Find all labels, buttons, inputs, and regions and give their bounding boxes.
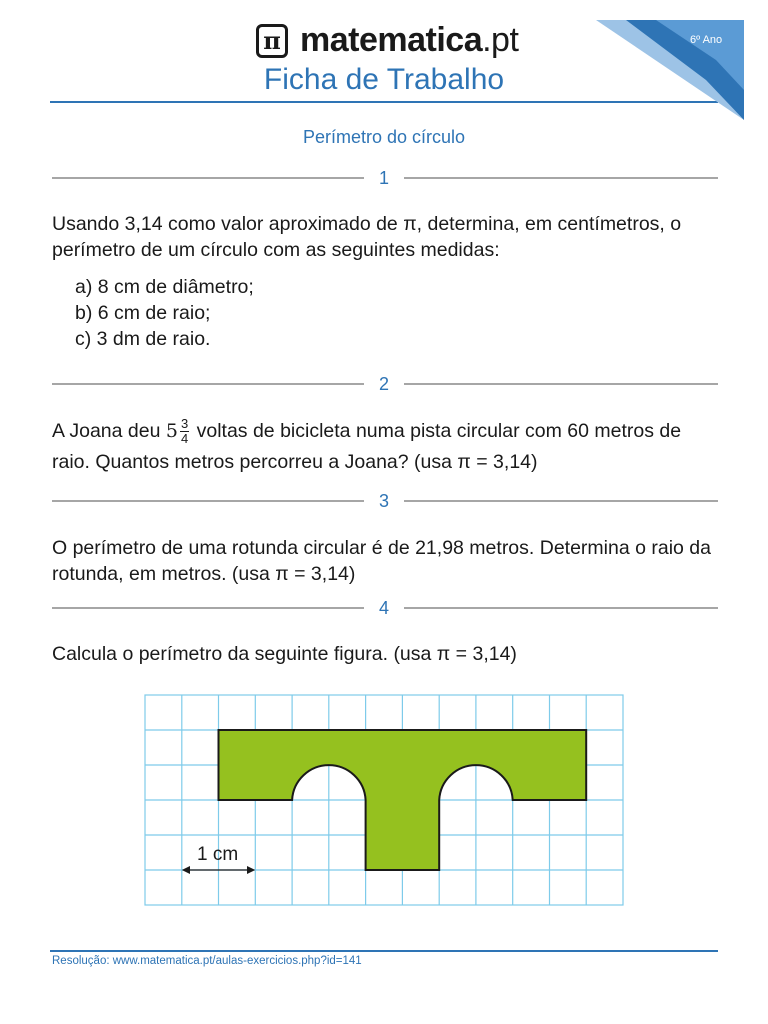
exercise-2-text: [52, 416, 722, 478]
exercise-3-text: O perímetro de uma rotunda circular é de 21,98 metros. Determina o raio da rotunda, em metros. (usa π = 3,14): [52, 537, 711, 585]
exercise-1-options: [75, 274, 254, 352]
separator-line-left: [52, 500, 364, 502]
option-b: b) 6 cm de raio;: [75, 302, 211, 324]
separator-line-left: [52, 607, 364, 609]
exercise-2-separator: [52, 374, 718, 394]
grade-label: 6º Ano: [690, 34, 723, 46]
separator-line-left: [52, 383, 364, 385]
option-c: c) 3 dm de raio.: [75, 328, 211, 350]
scale-label: 1 cm: [197, 844, 239, 865]
logo-pi-icon: [256, 24, 288, 58]
exercise-number: 3: [378, 491, 389, 511]
exercise-4-separator: [52, 598, 718, 618]
exercise-4-text: Calcula o perímetro da seguinte figura. (usa π = 3,14): [52, 643, 517, 665]
separator-line-right: [404, 383, 718, 385]
exercise-1-separator: [52, 168, 718, 188]
option-a: a) 8 cm de diâmetro;: [75, 276, 254, 298]
page-subtitle: Ficha de Trabalho: [263, 63, 505, 96]
scale-arrowhead-right: [247, 866, 255, 874]
exercise-2-text-end: voltas de bicicleta numa pista circular com 60 metros de raio. Quantos metros percorreu a Joana? (usa π = 3,14): [52, 420, 682, 473]
exercise-number: 4: [378, 598, 389, 618]
green-t-shape: [219, 730, 587, 870]
logo-pi-symbol: π: [263, 26, 281, 55]
exercise-number: 2: [378, 374, 389, 394]
exercise-3-separator: [52, 491, 718, 511]
exercise-1-text: Usando 3,14 como valor aproximado de π, determina, em centímetros, o perímetro de um círculo com as seguintes medidas:: [52, 213, 682, 261]
fraction-denominator: 4: [180, 431, 189, 447]
separator-line-right: [404, 500, 718, 502]
perimeter-figure: [140, 690, 630, 910]
fraction-numerator: 3: [180, 416, 189, 432]
footer-resolution-link[interactable]: Resolução: www.matematica.pt/aulas-exercicios.php?id=141: [52, 955, 362, 967]
footer-divider: [50, 950, 718, 952]
mixed-number-fraction: [180, 417, 189, 446]
logo-suffix-text: .pt: [482, 21, 519, 59]
scale-arrowhead-left: [182, 866, 190, 874]
separator-line-right: [404, 177, 718, 179]
corner-ribbon-graphic: [596, 20, 768, 124]
exercise-2-text-start: A Joana deu: [52, 420, 166, 442]
logo-wordmark: [300, 20, 518, 60]
worksheet-topic: Perímetro do círculo: [302, 127, 466, 147]
mixed-number-whole: 5: [165, 420, 178, 442]
separator-line-left: [52, 177, 364, 179]
exercise-number: 1: [378, 168, 389, 188]
logo-bold-text: matematica: [300, 21, 483, 59]
separator-line-right: [404, 607, 718, 609]
